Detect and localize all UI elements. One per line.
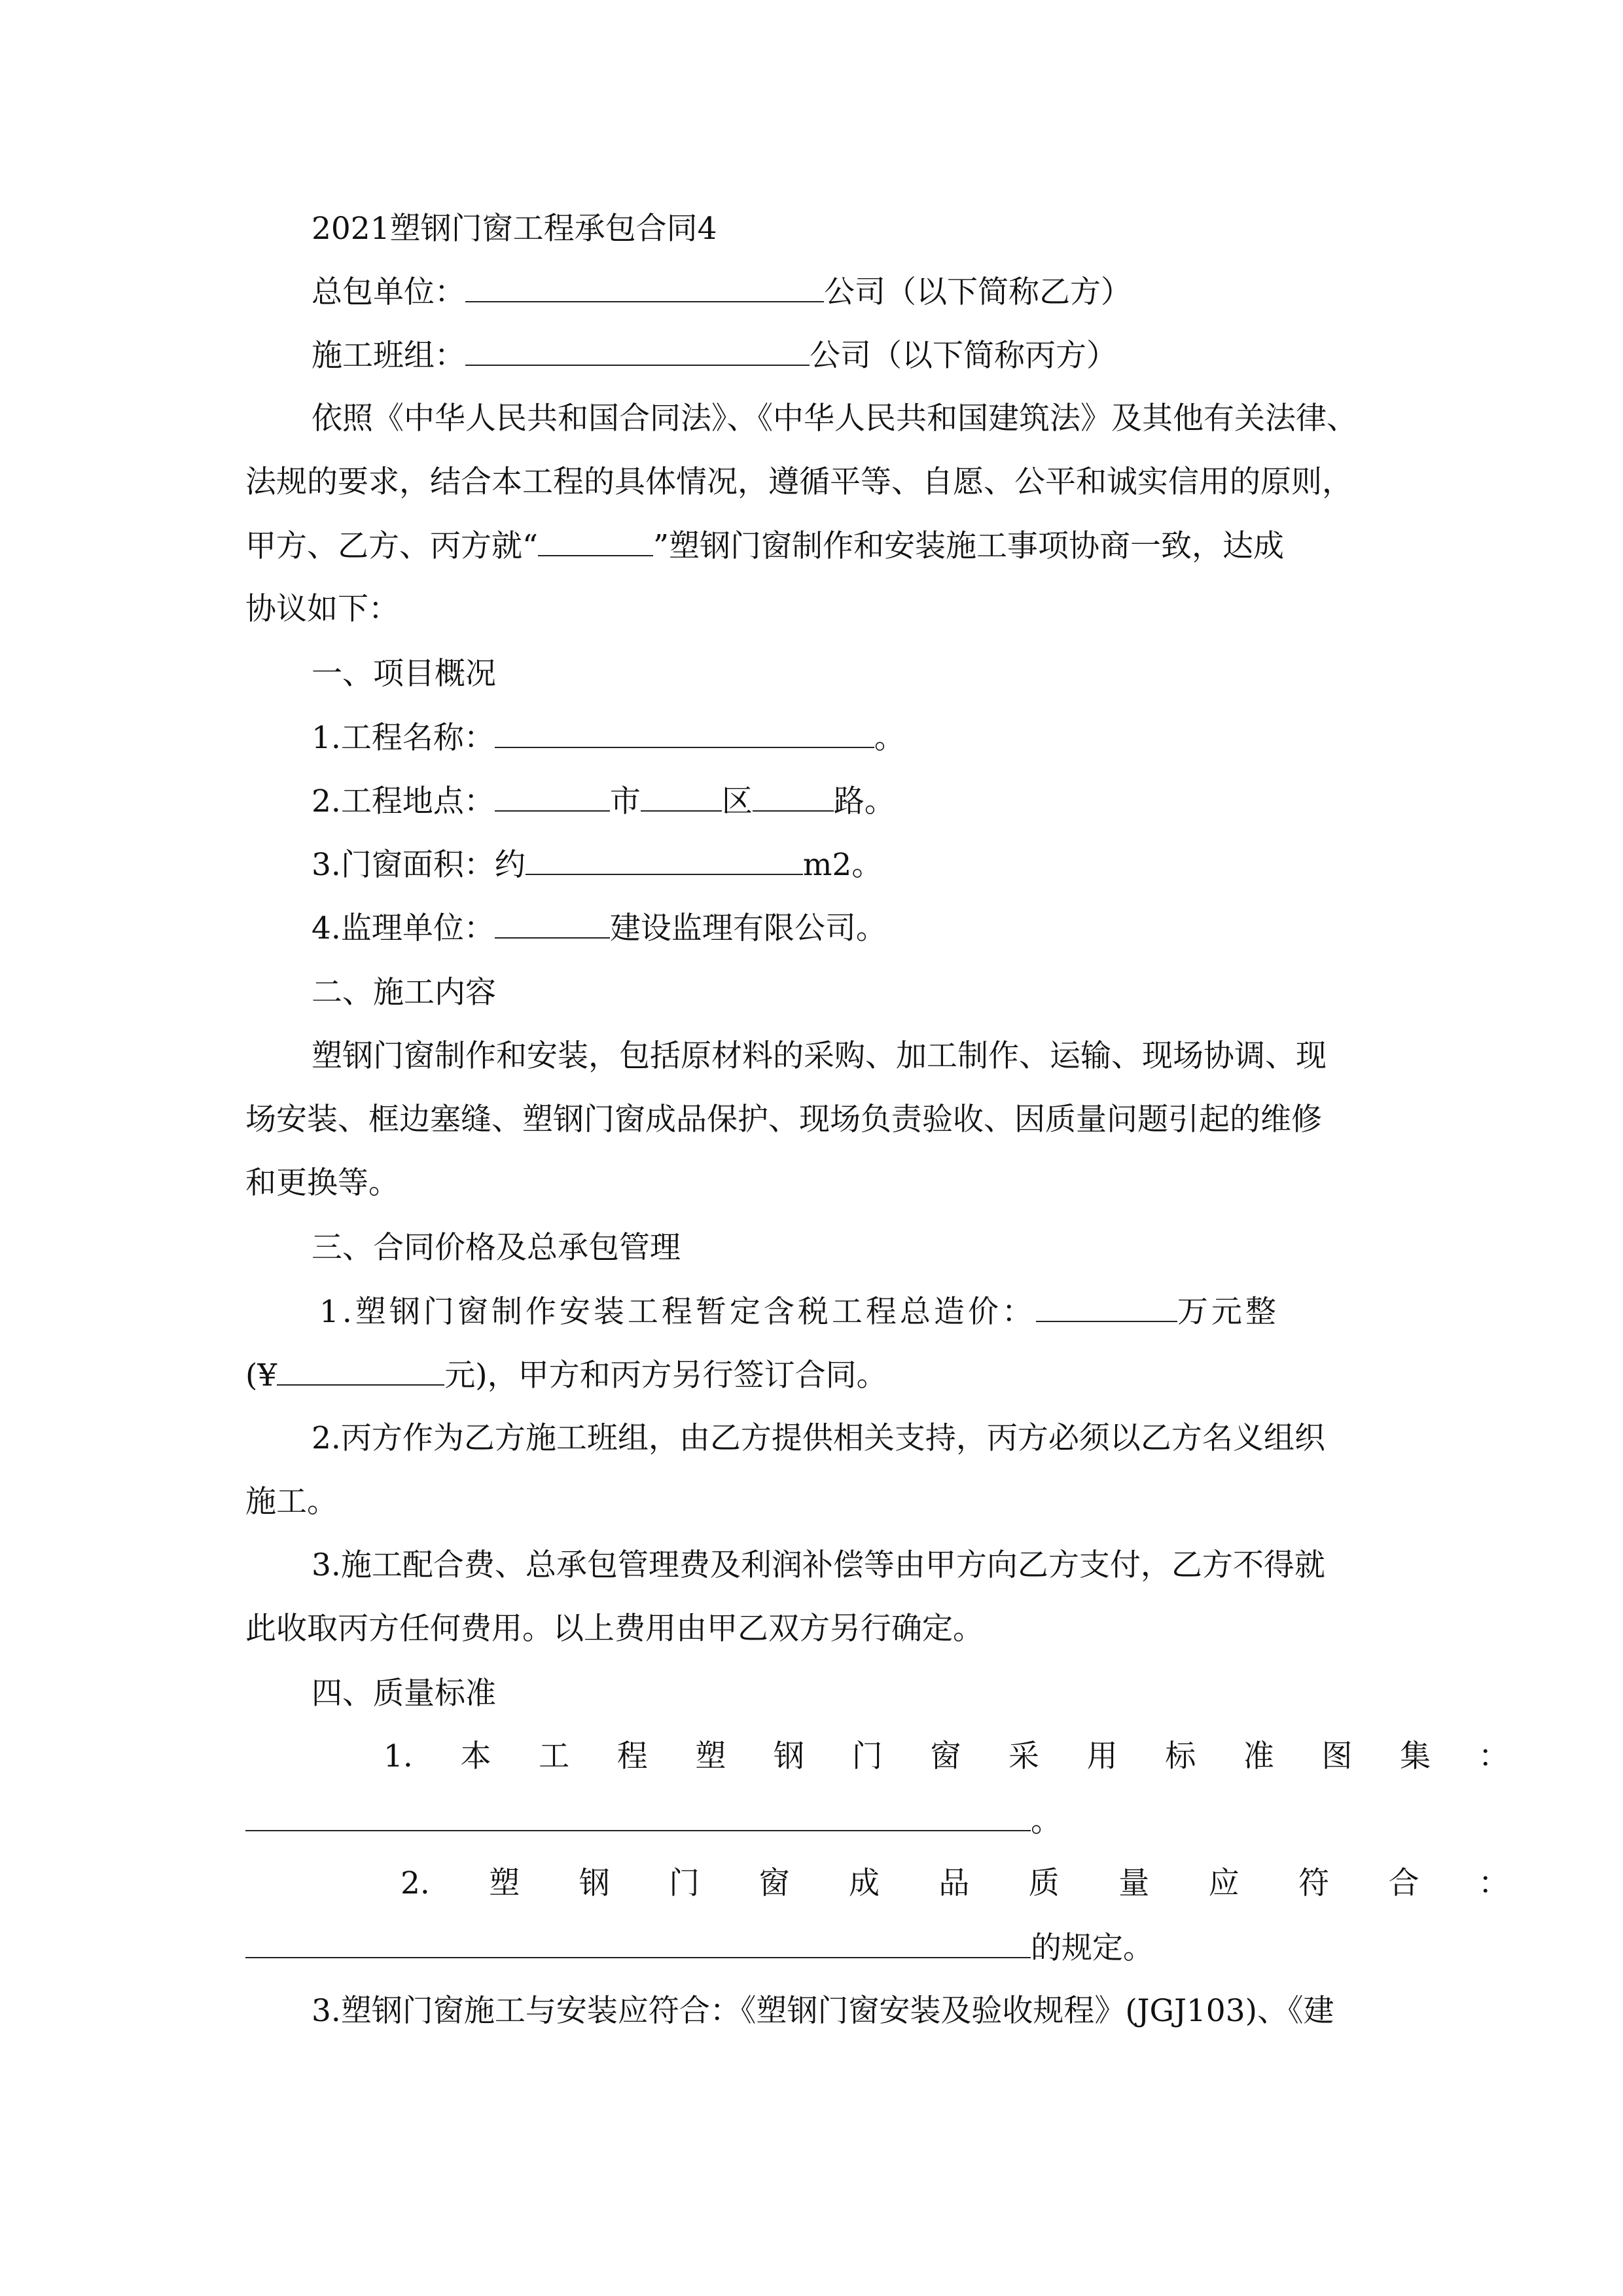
team-line [312,336,1117,376]
s4-item-2-char: 塑 [489,1865,520,1901]
s4-item-1-char: 工 [539,1738,570,1774]
preamble-line-3 [245,526,1284,566]
s1-item-1-label: 1.工程名称： [312,720,495,756]
section-4-heading: 四、质量标准 [312,1676,496,1712]
standard-atlas-blank[interactable] [245,1801,1031,1831]
s4-item-1-char: 集 [1400,1738,1431,1774]
s1-item-4-suffix: 建设监理有限公司。 [609,910,887,946]
s4-item-1-char: 用 [1086,1738,1118,1774]
s4-item-1-line-1 [383,1737,1509,1776]
preamble-line-4: 协议如下： [245,591,399,627]
s2-para-line-1: 塑钢门窗制作和安装，包括原材料的采购、加工制作、运输、现场协调、现 [312,1038,1327,1074]
s1-item-1-end: 。 [874,720,905,756]
s3-item-2-line-1: 2.丙方作为乙方施工班组，由乙方提供相关支持，丙方必须以乙方名义组织 [312,1420,1325,1456]
s1-item-4-label: 4.监理单位： [312,910,495,946]
price-wan-blank[interactable] [1036,1292,1177,1322]
preamble-line-2: 法规的要求，结合本工程的具体情况，遵循平等、自愿、公平和诚实信用的原则， [245,464,1353,500]
s4-item-2-char: ： [1478,1865,1509,1901]
price-yuan-blank[interactable] [277,1355,444,1386]
s3-item-1a: 1.塑钢门窗制作安装工程暂定含税工程总造价： [319,1294,1036,1330]
s3-item-1-line-1 [319,1292,1279,1332]
team-suffix: 公司（以下简称丙方） [810,338,1117,374]
s3-item-1d: 元)，甲方和丙方另行签订合同。 [444,1357,887,1393]
s4-item-2-char: 质 [1028,1865,1060,1901]
section-2-heading: 二、施工内容 [312,975,496,1011]
s4-item-2-char: 量 [1118,1865,1150,1901]
s2-para-line-2: 场安装、框边塞缝、塑钢门窗成品保护、现场负责验收、因质量问题引起的维修 [245,1102,1322,1138]
district-blank[interactable] [641,781,722,812]
s3-item-1-line-2 [245,1355,887,1395]
s2-para-line-3: 和更换等。 [245,1165,399,1201]
s1-item-3 [312,845,882,885]
road-label: 路。 [833,783,895,819]
s4-item-2-char: 窗 [758,1865,790,1901]
s4-item-2-char: 符 [1298,1865,1330,1901]
s1-item-1 [312,718,905,758]
s4-item-2-char: 应 [1208,1865,1240,1901]
preamble-3b: ”塑钢门窗制作和安装施工事项协商一致，达成 [653,528,1285,564]
contractor-line [312,272,1132,312]
s4-item-1-char: 本 [460,1738,491,1774]
s4-item-1-char: 程 [616,1738,648,1774]
contractor-blank[interactable] [465,272,824,302]
preamble-3a: 甲方、乙方、丙方就“ [245,528,539,564]
s1-item-4 [312,908,887,948]
s3-item-1b: 万元整 [1177,1294,1279,1330]
area-unit: m2。 [802,847,883,883]
s4-item-2-end: 的规定。 [1031,1930,1154,1966]
s4-item-1-char: 采 [1008,1738,1039,1774]
s4-item-1-char: 窗 [930,1738,961,1774]
s4-item-1-char: 图 [1321,1738,1353,1774]
team-blank[interactable] [465,336,810,366]
team-label: 施工班组： [312,338,465,374]
preamble-line-1: 依照《中华人民共和国合同法》、《中华人民共和国建筑法》及其他有关法律、 [312,401,1357,437]
road-blank[interactable] [753,781,834,812]
project-name-blank[interactable] [538,526,653,556]
section-1-heading: 一、项目概况 [312,656,496,692]
city-blank[interactable] [495,781,610,812]
s1-item-3-label: 3.门窗面积：约 [312,847,526,883]
area-blank[interactable] [526,845,803,875]
s4-item-2-char: 成 [848,1865,880,1901]
s4-item-1-char: 标 [1165,1738,1196,1774]
section-3-heading: 三、合同价格及总承包管理 [312,1230,681,1266]
s3-item-2-line-2: 施工。 [245,1484,338,1520]
contractor-label: 总包单位： [312,274,465,310]
s4-item-3-line-1: 3.塑钢门窗施工与安装应符合：《塑钢门窗安装及验收规程》(JGJ103)、《建 [312,1993,1334,2029]
contractor-suffix: 公司（以下简称乙方） [824,274,1132,310]
s4-item-2-char: 钢 [579,1865,610,1901]
s4-item-1-char: 门 [851,1738,883,1774]
s4-item-1-char: 准 [1243,1738,1274,1774]
s4-item-2-line-2 [245,1928,1154,1968]
s4-item-2-char: 合 [1388,1865,1419,1901]
s4-item-1-end: 。 [1031,1803,1061,1839]
s4-item-2-char: 2. [401,1865,430,1901]
s4-item-2-line-1 [401,1864,1509,1903]
s4-item-2-char: 门 [669,1865,700,1901]
district-label: 区 [721,783,753,819]
s3-item-3-line-1: 3.施工配合费、总承包管理费及利润补偿等由甲方向乙方支付，乙方不得就 [312,1547,1325,1583]
s4-item-1-char: 1. [383,1738,413,1774]
s4-item-1-char: ： [1478,1738,1509,1774]
supervisor-blank[interactable] [495,908,610,939]
s4-item-1-line-2 [245,1801,1061,1841]
quality-standard-blank[interactable] [245,1928,1031,1958]
city-label: 市 [609,783,641,819]
s1-item-2-label: 2.工程地点： [312,783,495,819]
s4-item-1-char: 塑 [695,1738,726,1774]
s3-item-3-line-2: 此收取丙方任何费用。以上费用由甲乙双方另行确定。 [245,1611,984,1647]
s3-item-1c: (¥ [245,1357,277,1393]
s4-item-1-char: 钢 [774,1738,805,1774]
s4-item-2-char: 品 [938,1865,970,1901]
document-title: 2021塑钢门窗工程承包合同4 [312,211,717,247]
project-name-field[interactable] [495,718,874,748]
s1-item-2 [312,781,895,821]
